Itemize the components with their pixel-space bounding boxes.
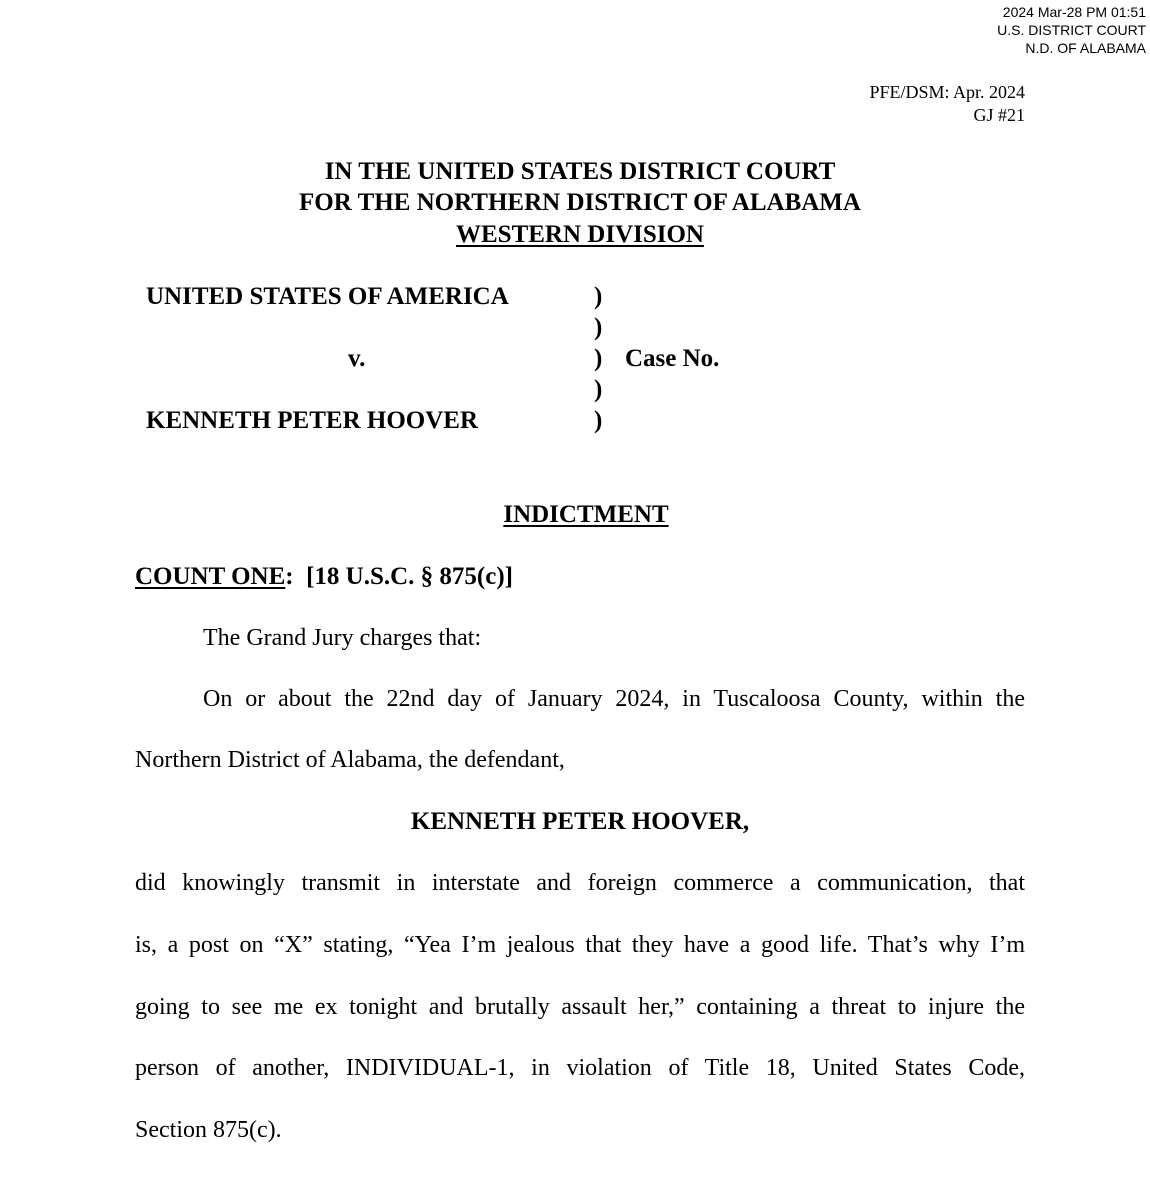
filing-stamp bbox=[997, 3, 1146, 57]
body-line: Northern District of Alabama, the defendant, bbox=[135, 747, 565, 773]
case-number-label: Case No. bbox=[625, 345, 720, 372]
caption-paren: ) bbox=[594, 345, 603, 372]
body-line: going to see me ex tonight and brutally assault her,” containing a threat to injure the bbox=[135, 994, 1025, 1020]
caption-paren: ) bbox=[594, 407, 603, 434]
body-line: did knowingly transmit in interstate and foreign commerce a communication, that bbox=[135, 870, 1025, 896]
reference-grand-jury: GJ #21 bbox=[973, 105, 1025, 125]
caption-defendant: KENNETH PETER HOOVER bbox=[146, 407, 478, 434]
body-line: On or about the 22nd day of January 2024, in Tuscaloosa County, within the bbox=[203, 686, 1025, 712]
court-name-line2: FOR THE NORTHERN DISTRICT OF ALABAMA bbox=[299, 189, 861, 216]
body-line: person of another, INDIVIDUAL-1, in violation of Title 18, United States Code, bbox=[135, 1055, 1025, 1081]
court-division: WESTERN DIVISION bbox=[456, 221, 704, 248]
count-heading bbox=[135, 561, 513, 592]
stamp-datetime: 2024 Mar-28 PM 01:51 bbox=[1002, 4, 1146, 20]
stamp-district: N.D. OF ALABAMA bbox=[1025, 40, 1146, 56]
body-intro: The Grand Jury charges that: bbox=[203, 625, 482, 651]
caption-versus: v. bbox=[348, 345, 366, 372]
caption-paren: ) bbox=[594, 314, 603, 341]
count-label: COUNT ONE bbox=[135, 563, 286, 590]
caption-plaintiff: UNITED STATES OF AMERICA bbox=[146, 283, 509, 310]
count-statute: [18 U.S.C. § 875(c)] bbox=[306, 563, 514, 590]
count-colon: : bbox=[285, 563, 294, 590]
court-name-line1: IN THE UNITED STATES DISTRICT COURT bbox=[324, 158, 836, 185]
document-title: INDICTMENT bbox=[503, 501, 669, 528]
body-line: Section 875(c). bbox=[135, 1117, 282, 1143]
body-line: is, a post on “X” stating, “Yea I’m jealous that they have a good life. That’s why I’m bbox=[135, 932, 1025, 958]
caption-paren: ) bbox=[594, 376, 603, 403]
reference-block bbox=[869, 81, 1025, 127]
stamp-court: U.S. DISTRICT COURT bbox=[997, 22, 1146, 38]
body-defendant: KENNETH PETER HOOVER, bbox=[410, 808, 750, 835]
caption-paren: ) bbox=[594, 283, 603, 310]
reference-initials: PFE/DSM: Apr. 2024 bbox=[869, 82, 1025, 102]
